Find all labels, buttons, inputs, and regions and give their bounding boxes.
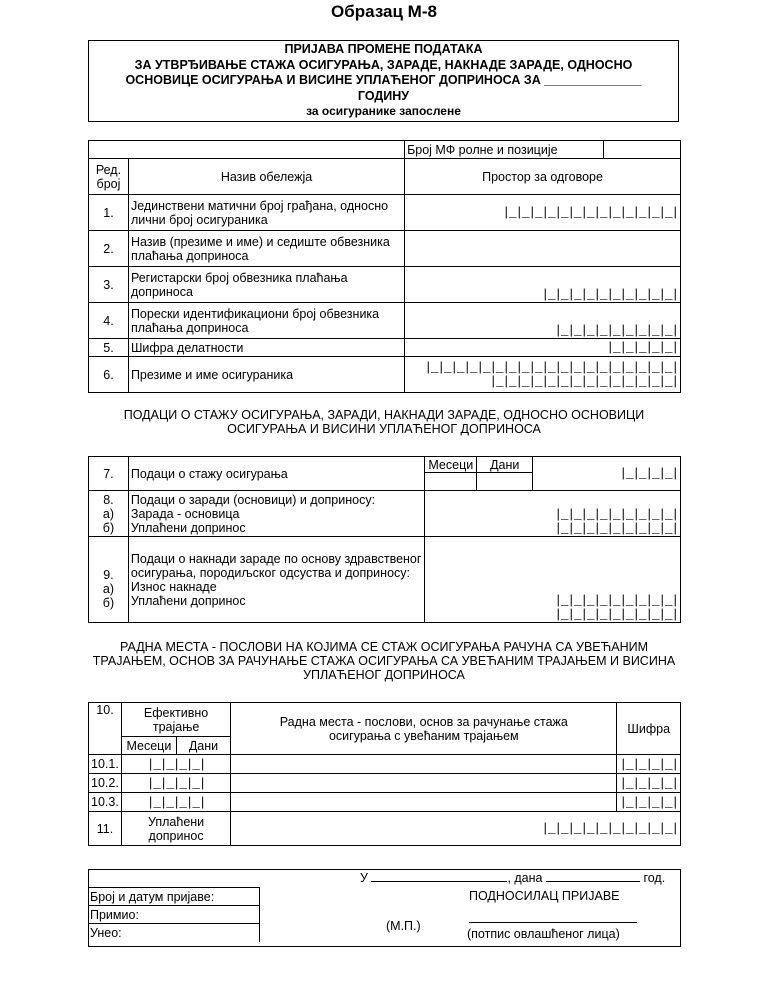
digit-boxes: |_|_|_|_|_|_|_|_|_| <box>554 324 678 338</box>
row-number: 2. <box>89 231 129 267</box>
months-field[interactable] <box>425 473 477 491</box>
place-date-line <box>360 871 665 885</box>
row-number: 6. <box>89 357 129 393</box>
header-line-5: за осигуранике запослене <box>306 104 461 118</box>
entered-by-label: Унео: <box>88 924 260 942</box>
compensation-amount-boxes: |_|_|_|_|_|_|_|_|_| <box>554 594 678 608</box>
col-header-days: Дани <box>176 737 230 755</box>
row-number: 7. <box>89 457 129 491</box>
date-prefix: , дана <box>507 871 543 885</box>
code-boxes[interactable] <box>617 755 681 774</box>
position-field[interactable] <box>231 755 617 774</box>
general-data-table <box>88 140 681 393</box>
row-label: Назив (презиме и име) и седиште обвезника плаћања доприноса <box>128 231 404 267</box>
digit-boxes: |_|_|_|_| <box>146 795 206 810</box>
place-prefix: У <box>360 871 368 885</box>
col-header-code: Шифра <box>617 703 681 755</box>
code-boxes[interactable] <box>617 774 681 793</box>
col-header-number: 10. <box>89 703 122 755</box>
row-number: 3. <box>89 267 129 303</box>
row-number: 1. <box>89 195 129 231</box>
days-field[interactable] <box>477 473 533 491</box>
duration-boxes[interactable] <box>121 755 230 774</box>
mf-roll-field[interactable] <box>604 141 681 159</box>
row-label: Уплаћени допринос <box>121 812 230 846</box>
mf-roll-label: Број МФ ролне и позиције <box>405 141 604 159</box>
positions-table <box>88 702 681 846</box>
col-header-number: Ред. број <box>89 159 129 195</box>
digit-boxes: |_|_|_|_|_| <box>606 341 678 355</box>
salary-contribution-boxes[interactable] <box>425 491 681 537</box>
received-by-label: Примио: <box>88 906 260 924</box>
row-label: Шифра делатности <box>128 339 404 357</box>
insurance-data-table <box>88 456 681 623</box>
signature-line[interactable] <box>469 922 637 923</box>
col-header-name: Назив обележја <box>128 159 404 195</box>
position-field[interactable] <box>231 774 617 793</box>
registration-number-date-label: Број и датум пријаве: <box>88 888 260 906</box>
months-header: Месеци <box>425 457 477 473</box>
paid-contribution-boxes[interactable] <box>231 812 681 846</box>
digit-boxes: |_|_|_|_| <box>619 467 678 481</box>
digit-boxes: |_|_|_|_|_|_|_|_|_|_|_|_|_| <box>502 206 678 220</box>
row-number: 8. а) б) <box>89 491 129 537</box>
digit-boxes: |_|_|_|_| <box>619 795 678 810</box>
insured-name-boxes[interactable] <box>405 357 681 393</box>
form-title: Образац М-8 <box>331 2 437 21</box>
digit-boxes: |_|_|_|_| <box>619 776 678 791</box>
col-header-months: Месеци <box>121 737 176 755</box>
jmbg-input-boxes[interactable] <box>405 195 681 231</box>
row-label: Презиме и име осигураника <box>128 357 404 393</box>
signature-caption: (потпис овлашћеног лица) <box>467 927 620 941</box>
header-line-2: ЗА УТВРЂИВАЊЕ СТАЖА ОСИГУРАЊА, ЗАРАДЕ, НАКНАДЕ ЗАРАДЕ, ОДНОСНО <box>134 57 633 72</box>
duration-boxes[interactable] <box>121 774 230 793</box>
digit-boxes: |_|_|_|_| <box>146 776 206 791</box>
submitter-label: ПОДНОСИЛАЦ ПРИЈАВЕ <box>469 889 620 903</box>
letter-boxes-line-1: |_|_|_|_|_|_|_|_|_|_|_|_|_|_|_|_|_|_|_| <box>424 360 678 375</box>
section-positions-title: РАДНА МЕСТА - ПОСЛОВИ НА КОЈИМА СЕ СТАЖ ОСИГУРАЊА РАЧУНА СА УВЕЋАНИМ ТРАЈАЊЕМ, ОСНОВ ЗА РАЧУНАЊЕ СТАЖА ОСИГУРАЊА СА УВЕЋАНИМ ТРАЈАЊЕМ И ВИСИНА УПЛАЋЕНОГ ДОПРИНОСА <box>92 640 676 682</box>
header-line-4: ГОДИНУ <box>357 88 410 103</box>
row-number: 4. <box>89 303 129 339</box>
row-label: Подаци о стажу осигурања <box>128 457 424 491</box>
payer-name-field[interactable] <box>405 231 681 267</box>
row-number: 10.2. <box>89 774 122 793</box>
digit-boxes: |_|_|_|_| <box>619 757 678 772</box>
paid-contribution-boxes: |_|_|_|_|_|_|_|_|_| <box>554 522 678 536</box>
digit-boxes: |_|_|_|_|_|_|_|_|_|_| <box>541 822 678 836</box>
row-number: 9. а) б) <box>89 537 129 623</box>
col-header-answer: Простор за одговоре <box>405 159 681 195</box>
paid-contribution-boxes: |_|_|_|_|_|_|_|_|_| <box>554 608 678 622</box>
duration-boxes[interactable] <box>121 793 230 812</box>
row-label: Порески идентификациони број обвезника плаћања доприноса <box>128 303 404 339</box>
header-line-3: ОСНОВИЦЕ ОСИГУРАЊА И ВИСИНЕ УПЛАЋЕНОГ ДОПРИНОСА ЗА ______________ <box>125 73 642 87</box>
col-header-positions: Радна места - послови, основ за рачунање стажа осигурања с увећаним трајањем <box>231 703 617 755</box>
form-header-box <box>88 40 679 122</box>
row-label: Јединствени матични број грађана, односно лични број осигураника <box>128 195 404 231</box>
registration-table <box>88 887 260 942</box>
header-line-1: ПРИЈАВА ПРОМЕНЕ ПОДАТАКА <box>284 42 483 56</box>
code-boxes[interactable] <box>617 793 681 812</box>
days-header: Дани <box>477 457 533 473</box>
row-number: 5. <box>89 339 129 357</box>
place-field[interactable] <box>371 881 507 882</box>
activity-code-boxes[interactable] <box>405 339 681 357</box>
digit-boxes: |_|_|_|_|_|_|_|_|_|_| <box>541 288 678 302</box>
row-label: Подаци о накнади зараде по основу здравственог осигурања, породиљског одсуства и доприносу: Износ накнаде Уплаћени допринос <box>128 537 424 623</box>
row-number: 10.3. <box>89 793 122 812</box>
tax-id-boxes[interactable] <box>405 303 681 339</box>
year-suffix: год. <box>643 871 666 885</box>
service-duration-boxes[interactable] <box>533 457 681 491</box>
row-label: Регистарски број обвезника плаћања доприноса <box>128 267 404 303</box>
digit-boxes: |_|_|_|_| <box>146 757 206 772</box>
stamp-placeholder: (М.П.) <box>386 919 421 933</box>
section-insurance-data-title: ПОДАЦИ О СТАЖУ ОСИГУРАЊА, ЗАРАДИ, НАКНАДИ ЗАРАДЕ, ОДНОСНО ОСНОВИЦИ ОСИГУРАЊА И ВИСИНИ УПЛАЋЕНОГ ДОПРИНОСА <box>123 408 645 436</box>
row-number: 10.1. <box>89 755 122 774</box>
position-field[interactable] <box>231 793 617 812</box>
row-number: 11. <box>89 812 122 846</box>
row-label: Подаци о заради (основици) и доприносу: Зарада - основица Уплаћени допринос <box>128 491 424 537</box>
salary-base-boxes: |_|_|_|_|_|_|_|_|_| <box>554 508 678 522</box>
col-header-effective-duration: Ефективно трајање <box>121 703 230 737</box>
date-field[interactable] <box>546 881 640 882</box>
compensation-contribution-boxes[interactable] <box>425 537 681 623</box>
registration-number-boxes[interactable] <box>405 267 681 303</box>
letter-boxes-line-2: |_|_|_|_|_|_|_|_|_|_|_|_|_|_| <box>489 374 678 389</box>
